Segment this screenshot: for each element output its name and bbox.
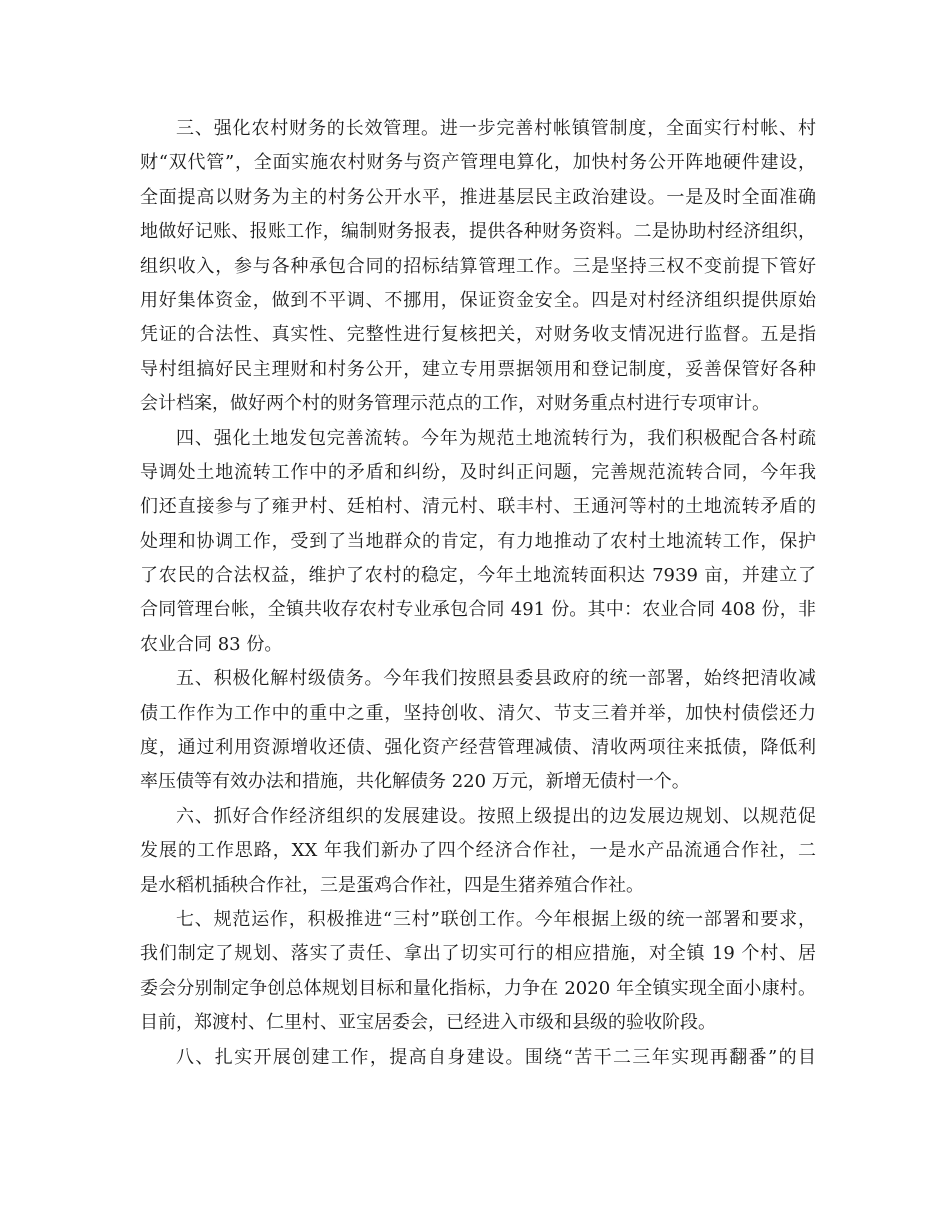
text-line: 凭证的合法性、真实性、完整性进行复核把关，对财务收支情况进行监督。五是指 [140, 324, 816, 346]
text-line: 度，通过利用资源增收还债、强化资产经营管理减债、清收两项往来抵债，降低利 [140, 737, 816, 759]
text-line: 合同管理台帐，全镇共收存农村专业承包合同 491 份。其中：农业合同 408 份，非 [140, 599, 816, 621]
paragraph-p4 [140, 422, 816, 663]
text-line: 组织收入，参与各种承包合同的招标结算管理工作。三是坚持三权不变前提下管好 [140, 255, 816, 277]
text-line: 是水稻机插秧合作社，三是蛋鸡合作社，四是生猪养殖合作社。 [140, 874, 644, 896]
text-line: 委会分别制定争创总体规划目标和量化指标，力争在 2020 年全镇实现全面小康村。 [140, 977, 816, 999]
text-line: 用好集体资金，做到不平调、不挪用，保证资金安全。四是对村经济组织提供原始 [140, 289, 816, 311]
text-line: 地做好记账、报账工作，编制财务报表，提供各种财务资料。二是协助村经济组织， [140, 221, 816, 243]
text-line: 三、强化农村财务的长效管理。进一步完善村帐镇管制度，全面实行村帐、村 [176, 118, 816, 139]
paragraph-p8 [140, 1041, 816, 1075]
text-line: 导村组搞好民主理财和村务公开，建立专用票据领用和登记制度，妥善保管好各种 [140, 358, 816, 380]
text-line: 我们制定了规划、落实了责任、拿出了切实可行的相应措施，对全镇 19 个村、居 [140, 943, 816, 965]
text-line: 会计档案，做好两个村的财务管理示范点的工作，对财务重点村进行专项审计。 [140, 393, 770, 415]
paragraph-p6 [140, 800, 816, 903]
text-line: 导调处土地流转工作中的矛盾和纠纷，及时纠正问题，完善规范流转合同，今年我 [140, 461, 816, 483]
text-line: 八、扎实开展创建工作，提高自身建设。围绕“苦干二三年实现再翻番”的目 [176, 1046, 816, 1068]
paragraph-p7 [140, 903, 816, 1041]
text-line: 目前，郑渡村、仁里村、亚宝居委会，已经进入市级和县级的验收阶段。 [140, 1012, 716, 1034]
text-line: 率压债等有效办法和措施，共化解债务 220 万元，新增无债村一个。 [140, 771, 690, 793]
text-line: 了农民的合法权益，维护了农村的稳定，今年土地流转面积达 7939 亩，并建立了 [140, 565, 816, 587]
document-body [140, 112, 816, 1075]
text-line: 五、积极化解村级债务。今年我们按照县委县政府的统一部署，始终把清收减 [176, 668, 816, 690]
text-line: 债工作作为工作中的重中之重，坚持创收、清欠、节支三着并举，加快村债偿还力 [140, 702, 816, 724]
text-line: 全面提高以财务为主的村务公开水平，推进基层民主政治建设。一是及时全面准确 [140, 186, 816, 208]
text-line: 们还直接参与了雍尹村、廷柏村、清元村、联丰村、王通河等村的土地流转矛盾的 [140, 496, 816, 518]
text-line: 财“双代管”，全面实施农村财务与资产管理电算化，加快村务公开阵地硬件建设， [140, 152, 816, 174]
text-line: 七、规范运作，积极推进“三村”联创工作。今年根据上级的统一部署和要求， [176, 908, 816, 930]
paragraph-p5 [140, 662, 816, 800]
text-line: 四、强化土地发包完善流转。今年为规范土地流转行为，我们积极配合各村疏 [176, 427, 816, 449]
paragraph-p3 [140, 112, 816, 422]
text-line: 六、抓好合作经济组织的发展建设。按照上级提出的边发展边规划、以规范促 [176, 805, 816, 827]
text-line: 农业合同 83 份。 [140, 633, 283, 655]
text-line: 处理和协调工作，受到了当地群众的肯定，有力地推动了农村土地流转工作，保护 [140, 530, 816, 552]
text-line: 发展的工作思路，XX 年我们新办了四个经济合作社，一是水产品流通合作社，二 [140, 840, 816, 862]
